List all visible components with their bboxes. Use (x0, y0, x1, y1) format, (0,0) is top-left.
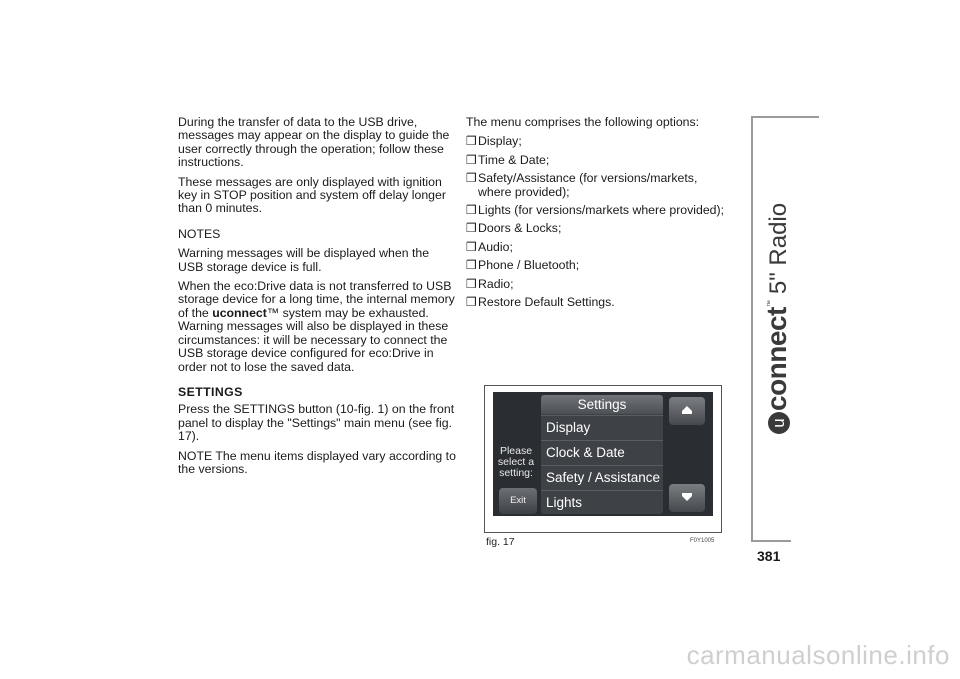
side-tab-top-rule (751, 116, 819, 118)
versions-note-paragraph: NOTE The menu items displayed vary according to the versions. (178, 448, 456, 476)
menu-intro: The menu comprises the following options: (466, 115, 700, 129)
screen-menu-item-lights: Lights (541, 490, 663, 514)
arrow-up-icon (681, 405, 693, 415)
prompt-line: setting: (499, 467, 533, 479)
side-tab-bottom-rule (751, 540, 791, 542)
section-side-title (761, 203, 793, 434)
screen-menu-item-display: Display (541, 415, 663, 439)
settings-heading: SETTINGS (178, 384, 243, 399)
settings-screen-image (493, 392, 713, 516)
trademark-mark: ™ (767, 300, 774, 308)
list-item-text: Audio; (478, 239, 513, 254)
list-item-text: Safety/Assistance (for versions/markets, where provided); (478, 171, 698, 199)
watermark: carmanualsonline.info (686, 640, 950, 670)
settings-menu-panel (541, 395, 663, 514)
list-item-text: Time & Date; (478, 152, 550, 167)
scroll-down-button (669, 484, 705, 512)
checkbox-bullet-icon: ❒ (466, 276, 477, 291)
select-setting-prompt (496, 446, 536, 479)
exit-button: Exit (499, 488, 537, 514)
list-item (466, 222, 728, 235)
settings-title: Settings (541, 395, 663, 414)
screen-menu-item-safety: Safety / Assistance (541, 465, 663, 489)
uconnect-logo-icon: u (768, 412, 790, 434)
checkbox-bullet-icon: ❒ (466, 171, 477, 186)
arrow-down-icon (681, 492, 693, 502)
figure-17 (484, 385, 722, 533)
list-item (466, 259, 728, 272)
menu-options-list (466, 135, 728, 309)
settings-button-paragraph: Press the SETTINGS button (10-fig. 1) on the front panel to display the "Settings" main menu (see fig. 17). (178, 402, 455, 444)
storage-full-paragraph: Warning messages will be displayed when the USB storage device is full. (178, 246, 430, 274)
uconnect-brand-text: uconnect (212, 305, 267, 320)
figure-label: fig. 17 (486, 536, 515, 548)
list-item-text: Doors & Locks; (478, 221, 562, 236)
left-column (178, 116, 456, 476)
list-item (466, 278, 728, 291)
checkbox-bullet-icon: ❒ (466, 239, 477, 254)
list-item (466, 135, 728, 148)
list-item-text: Display; (478, 134, 522, 149)
prompt-line: Please (499, 445, 533, 457)
list-item (466, 296, 728, 309)
eco-drive-text-a: When the eco:Drive data is not transferred to USB storage device for a long time, the internal memory of the (178, 279, 455, 320)
section-title: 5" Radio (765, 202, 792, 295)
prompt-line: select a (497, 456, 535, 468)
checkbox-bullet-icon: ❒ (466, 152, 477, 167)
list-item-text: Lights (for versions/markets where provided); (478, 203, 725, 218)
right-column (466, 116, 728, 314)
eco-drive-paragraph (178, 280, 456, 374)
checkbox-bullet-icon: ❒ (466, 134, 477, 149)
figure-code: F0Y1005 (690, 538, 715, 544)
side-tab-vertical-rule (751, 116, 753, 542)
uconnect-logo-text: connect (761, 307, 792, 411)
checkbox-bullet-icon: ❒ (466, 203, 477, 218)
checkbox-bullet-icon: ❒ (466, 221, 477, 236)
list-item (466, 204, 728, 217)
list-item (466, 241, 728, 254)
list-item-text: Phone / Bluetooth; (478, 258, 580, 273)
checkbox-bullet-icon: ❒ (466, 295, 477, 310)
screen-menu-item-clock-date: Clock & Date (541, 440, 663, 464)
page-number: 381 (757, 548, 781, 564)
scroll-up-button (669, 397, 705, 425)
checkbox-bullet-icon: ❒ (466, 258, 477, 273)
ignition-paragraph: These messages are only displayed with ignition key in STOP position and system off delay longer than 0 minutes. (178, 174, 446, 216)
list-item (466, 172, 728, 199)
list-item-text: Restore Default Settings. (478, 295, 615, 310)
list-item-text: Radio; (478, 276, 514, 291)
usb-transfer-paragraph: During the transfer of data to the USB drive, messages may appear on the display to guide the user correctly through the operation; follow these instructions. (178, 115, 450, 170)
eco-drive-text-b: ™ system may be exhausted. Warning messages will also be displayed in these circumstances: it will be necessary to connect the USB storage device configured for eco:Drive in order not to lose the saved data. (178, 305, 449, 374)
notes-heading: NOTES (178, 226, 221, 241)
list-item (466, 154, 728, 167)
